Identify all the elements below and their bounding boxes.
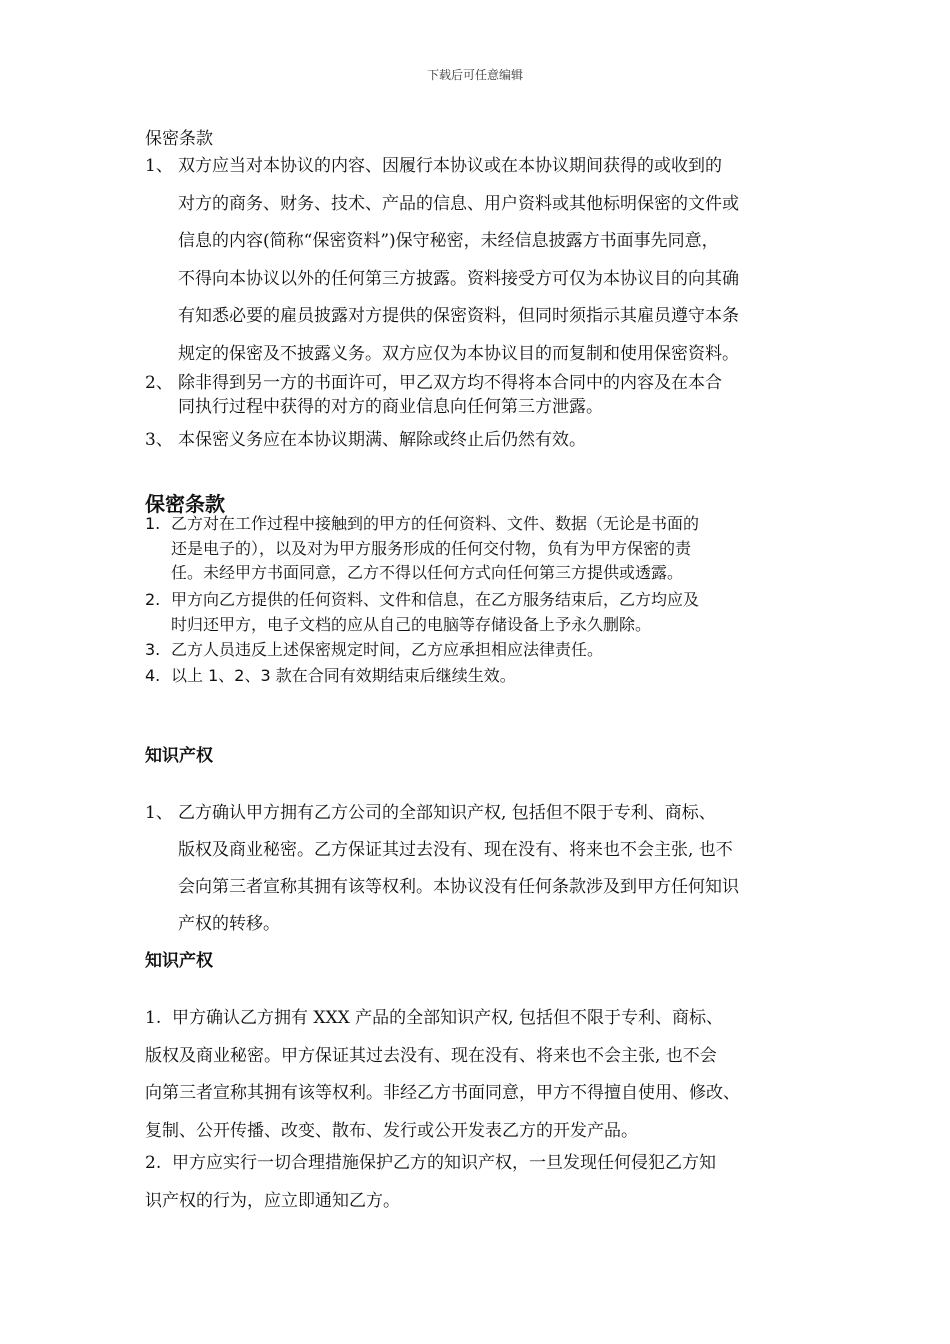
list-item-number: 2.: [145, 590, 161, 609]
text-line: 不得向本协议以外的任何第三方披露。资料接受方可仅为本协议目的向其确: [178, 268, 739, 289]
text-line: 复制、公开传播、改变、散布、发行或公开发表乙方的开发产品。: [145, 1120, 638, 1141]
list-item: [145, 795, 815, 943]
list-item: [145, 148, 815, 374]
text-line: 任。未经甲方书面同意，乙方不得以任何方式向任何第三方提供或透露。: [171, 563, 684, 582]
text-line: 以上 1、2、3 款在合同有效期结束后继续生效。: [171, 666, 516, 685]
section3-title: 知识产权: [145, 746, 213, 766]
list-item-number: 3、: [145, 430, 173, 450]
list-item: [145, 371, 815, 419]
list-item-number: 1、: [145, 156, 173, 176]
list-item: [145, 637, 815, 663]
text-line: 版权及商业秘密。乙方保证其过去没有、现在没有、将来也不会主张, 也不: [178, 840, 733, 860]
list-item-text: [178, 148, 815, 374]
list-item-text: [178, 428, 815, 452]
text-line: 有知悉必要的雇员披露对方提供的保密资料，但同时须指示其雇员遵守本条: [178, 306, 739, 327]
list-item: [145, 428, 815, 452]
text-line: 乙方对在工作过程中接触到的甲方的任何资料、文件、数据（无论是书面的: [171, 514, 700, 533]
paragraph: [145, 1000, 815, 1150]
section1-title: 保密条款: [145, 129, 213, 149]
text-line: 乙方人员违反上述保密规定时间，乙方应承担相应法律责任。: [171, 640, 604, 659]
text-line: 产权的转移。: [178, 914, 280, 934]
list-item-text: [178, 795, 815, 943]
list-item-number: 2、: [145, 373, 173, 393]
text-line: 1. 甲方确认乙方拥有 XXX 产品的全部知识产权, 包括但不限于专利、商标、: [145, 1008, 723, 1028]
text-line: 除非得到另一方的书面许可，甲乙双方均不得将本合同中的内容及在本合: [178, 373, 722, 393]
text-line: 会向第三者宣称其拥有该等权利。本协议没有任何条款涉及到甲方任何知识: [178, 877, 739, 897]
text-line: 同执行过程中获得的对方的商业信息向任何第三方泄露。: [178, 397, 603, 417]
list-item: [145, 512, 815, 586]
text-line: 本保密义务应在本协议期满、解除或终止后仍然有效。: [178, 430, 586, 450]
list-item-text: [171, 637, 815, 663]
list-item-text: [178, 371, 815, 419]
text-line: 信息的内容(简称“保密资料”)保守秘密，未经信息披露方书面事先同意，: [178, 231, 719, 252]
list-item-number: 1、: [145, 803, 173, 823]
list-item-text: [171, 663, 815, 689]
list-item-number: 4.: [145, 666, 161, 685]
list-item: [145, 663, 815, 689]
page-header: 下载后可任意编辑: [426, 68, 523, 82]
text-line: 还是电子的），以及对为甲方服务形成的任何交付物，负有为甲方保密的责: [171, 538, 692, 558]
list-item-text: [171, 512, 815, 586]
paragraph: [145, 1145, 815, 1220]
text-line: 双方应当对本协议的内容、因履行本协议或在本协议期间获得的或收到的: [178, 156, 722, 176]
text-line: 向第三者宣称其拥有该等权利。非经乙方书面同意，甲方不得擅自使用、修改、: [145, 1083, 740, 1104]
text-line: 规定的保密及不披露义务。双方应仅为本协议目的而复制和使用保密资料。: [178, 343, 739, 364]
text-line: 2. 甲方应实行一切合理措施保护乙方的知识产权，一旦发现任何侵犯乙方知: [145, 1153, 717, 1173]
section4-title: 知识产权: [145, 951, 213, 971]
text-line: 版权及商业秘密。甲方保证其过去没有、现在没有、将来也不会主张, 也不会: [145, 1045, 717, 1066]
list-item-number: 3.: [145, 640, 161, 659]
text-line: 乙方确认甲方拥有乙方公司的全部知识产权, 包括但不限于专利、商标、: [178, 803, 716, 823]
text-line: 对方的商务、财务、技术、产品的信息、用户资料或其他标明保密的文件或: [178, 193, 739, 214]
list-item-text: [171, 588, 815, 637]
list-item-number: 1.: [145, 514, 161, 533]
text-line: 甲方向乙方提供的任何资料、文件和信息，在乙方服务结束后，乙方均应及: [171, 590, 700, 609]
list-item: [145, 588, 815, 637]
text-line: 时归还甲方，电子文档的应从自己的电脑等存储设备上予永久删除。: [171, 614, 652, 634]
section2-title: 保密条款: [145, 492, 225, 516]
text-line: 识产权的行为，应立即通知乙方。: [145, 1190, 400, 1211]
